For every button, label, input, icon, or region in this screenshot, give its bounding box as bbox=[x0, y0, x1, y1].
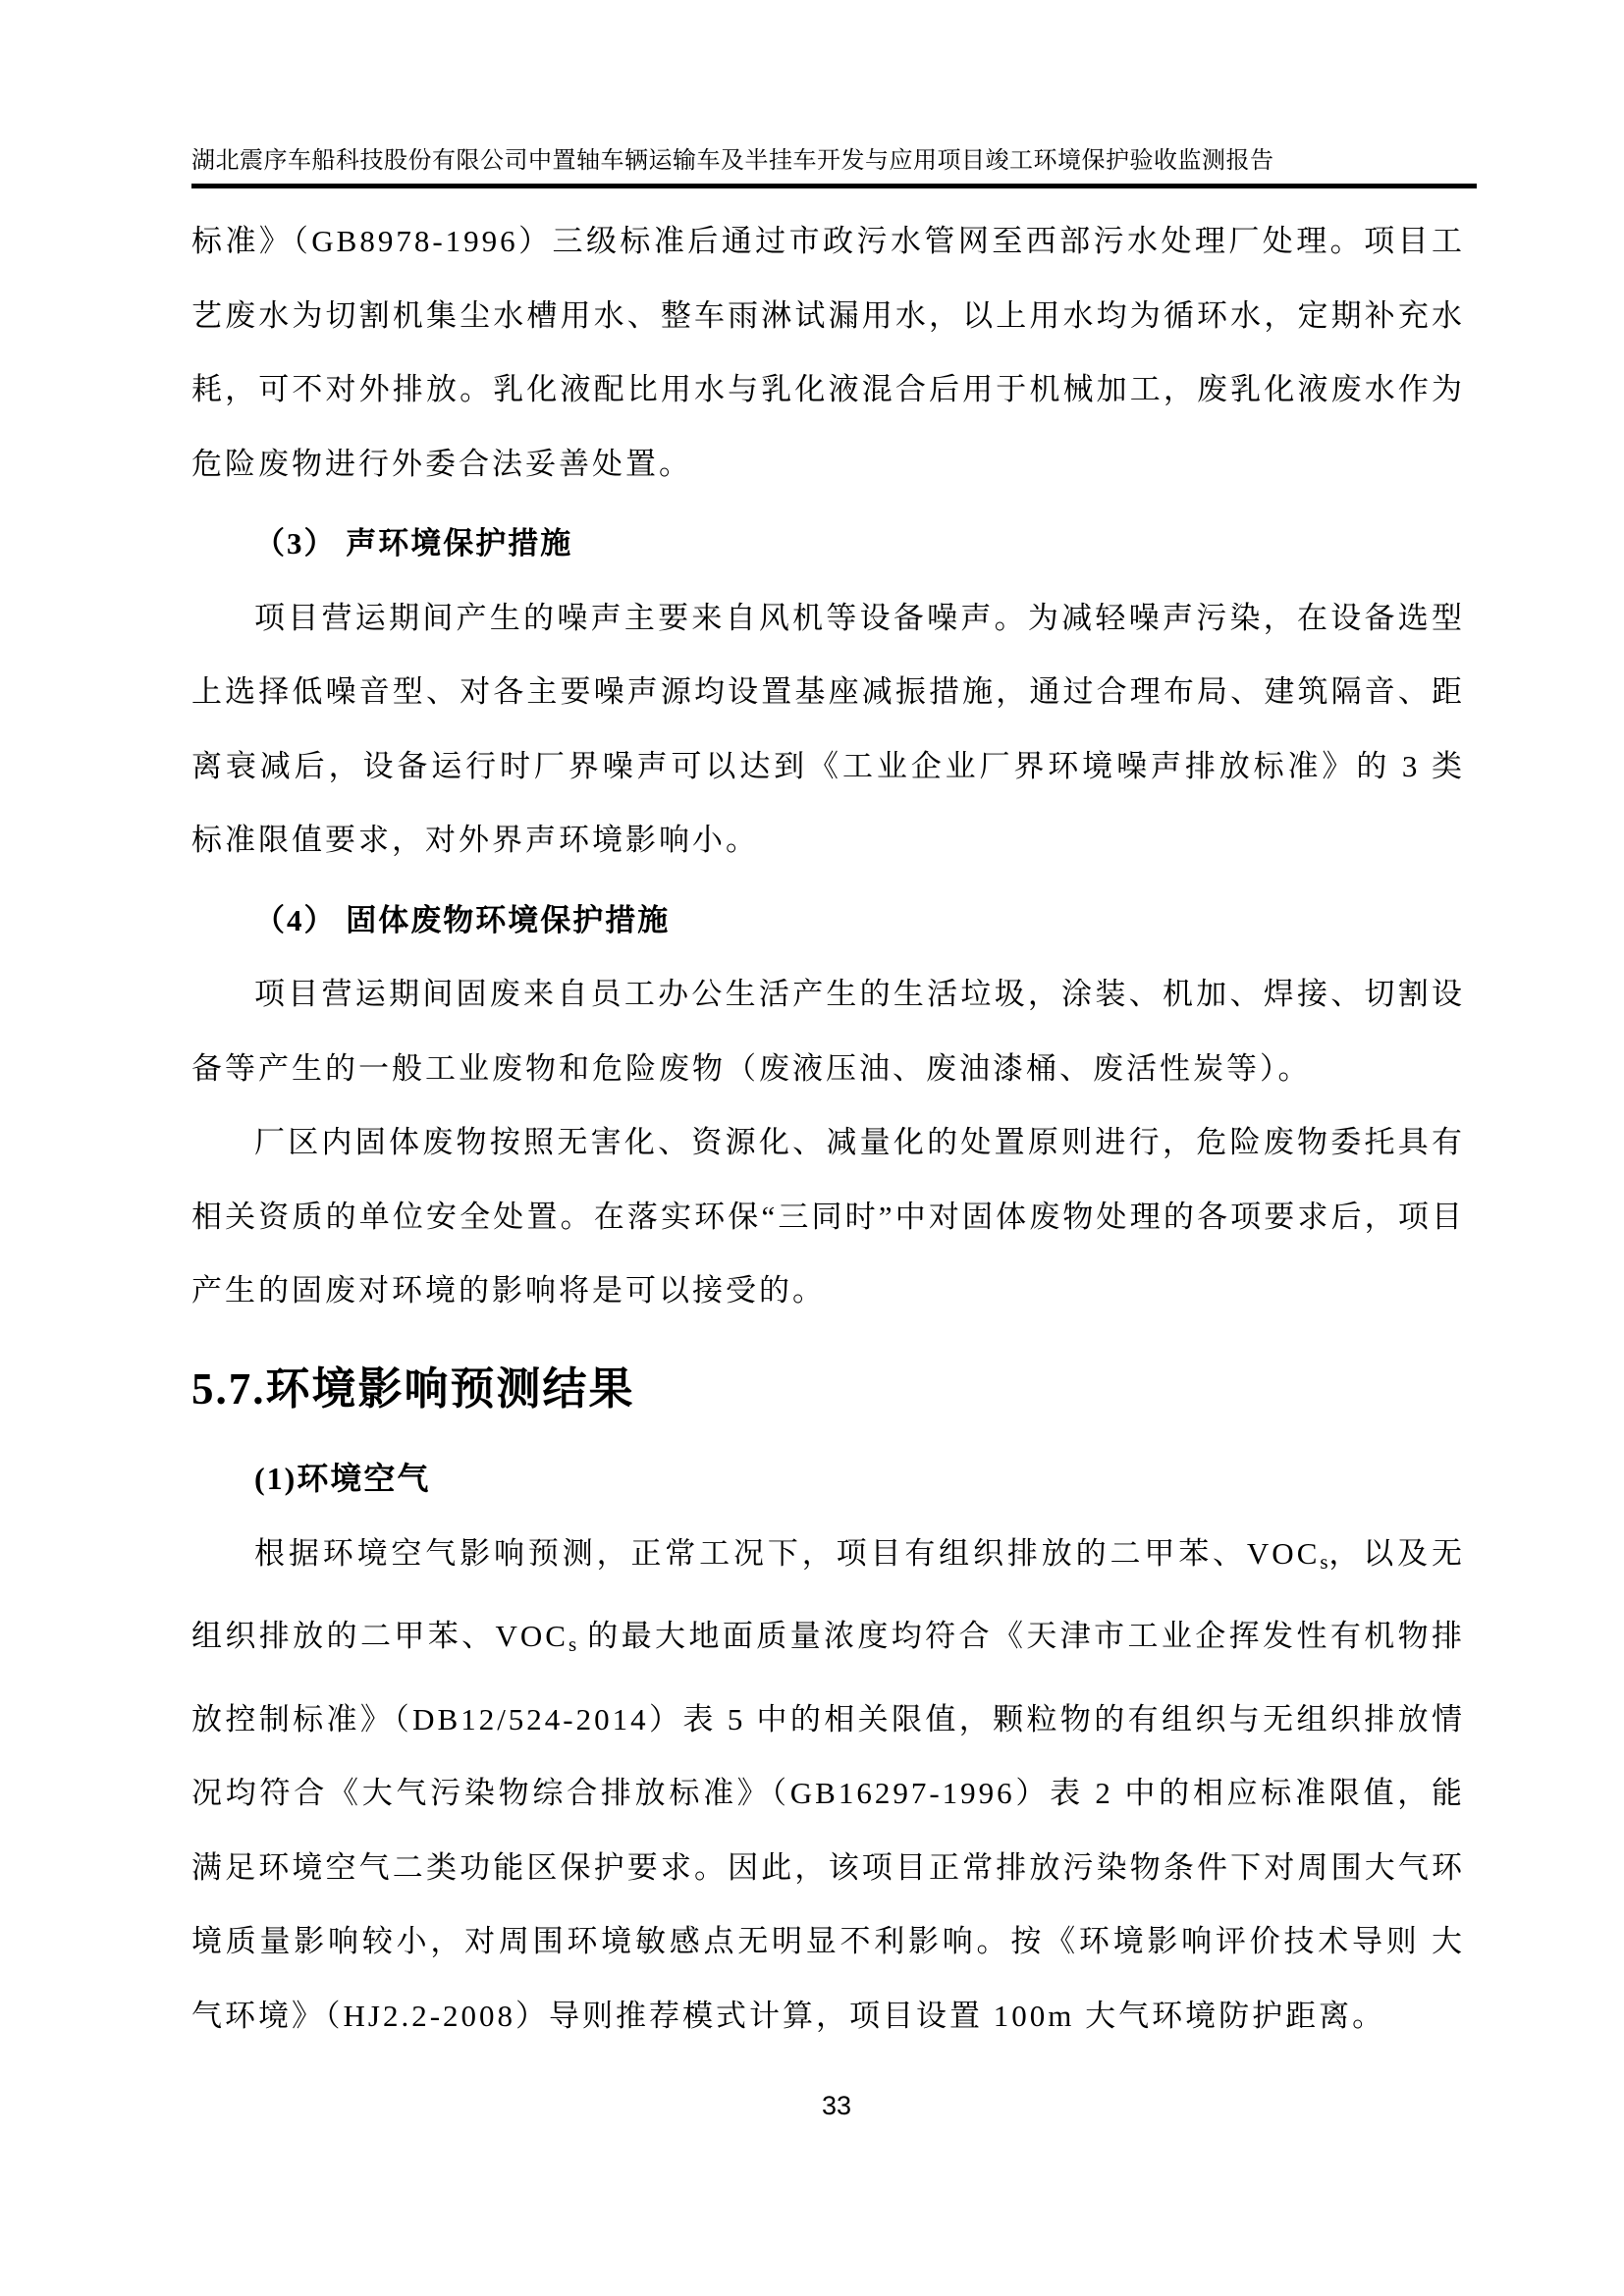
paragraph bbox=[191, 1517, 1465, 2054]
document-body bbox=[0, 188, 1624, 2053]
text-run: ，以及无组织排放的二甲苯、VOC bbox=[191, 1535, 1465, 1653]
page-footer bbox=[0, 2091, 1624, 2121]
text-run: （4） 固体废物环境保护措施 bbox=[254, 902, 671, 937]
text-run: 5.7.环境影响预测结果 bbox=[191, 1363, 635, 1414]
text-run: 标准》（GB8978-1996）三级标准后通过市政污水管网至西部污水处理厂处理。项目工艺废水为切割机集尘水槽用水、整车雨淋试漏用水，以上用水均为循环水，定期补充水耗，可不对外排放。乳化液配比用水与乳化液混合后用于机械加工，废乳化液废水作为危险废物进行外委合法妥善处置。 bbox=[191, 224, 1465, 481]
subscript-text: s bbox=[1320, 1549, 1328, 1574]
section-heading bbox=[191, 1344, 1465, 1434]
page-number: 33 bbox=[821, 2091, 852, 2120]
text-run: 项目营运期间固废来自员工办公生活产生的生活垃圾，涂装、机加、焊接、切割设备等产生的一般工业废物和危险废物（废液压油、废油漆桶、废活性炭等）。 bbox=[191, 977, 1465, 1086]
text-run: 的最大地面质量浓度均符合《天津市工业企挥发性有机物排放控制标准》（DB12/524-2014）表 5 中的相关限值，颗粒物的有组织与无组织排放情况均符合《大气污染物综合排放标准》（GB16297-1996）表 2 中的相应标准限值，能满足环境空气二类功能区保护要求。因此，该项目正常排放污染物条件下对周围大气环境质量影响较小，对周围环境敏感点无明显不利影响。按《环境影响评价技术导则 大气环境》（HJ2.2-2008）导则推荐模式计算，项目设置 100m 大气环境防护距离。 bbox=[191, 1619, 1465, 2033]
paragraph bbox=[191, 957, 1465, 1105]
text-run: 根据环境空气影响预测，正常工况下，项目有组织排放的二甲苯、VOC bbox=[254, 1535, 1321, 1571]
paragraph bbox=[191, 581, 1465, 878]
page-header bbox=[191, 0, 1477, 188]
text-run: 厂区内固体废物按照无害化、资源化、减量化的处置原则进行，危险废物委托具有相关资质的单位安全处置。在落实环保“三同时”中对固体废物处理的各项要求后，项目产生的固废对环境的影响将是可以接受的。 bbox=[191, 1125, 1465, 1308]
text-run: （3） 声环境保护措施 bbox=[254, 526, 573, 561]
text-run: 项目营运期间产生的噪声主要来自风机等设备噪声。为减轻噪声污染，在设备选型上选择低噪音型、对各主要噪声源均设置基座减振措施，通过合理布局、建筑隔音、距离衰减后，设备运行时厂界噪声可以达到《工业企业厂界环境噪声排放标准》的 3 类标准限值要求，对外界声环境影响小。 bbox=[191, 600, 1465, 857]
subsection-heading bbox=[191, 507, 1465, 581]
subsection-heading bbox=[191, 883, 1465, 958]
header-title: 湖北震序车船科技股份有限公司中置轴车辆运输车及半挂车开发与应用项目竣工环境保护验收监测报告 bbox=[191, 148, 1274, 174]
subscript-text: s bbox=[568, 1632, 577, 1656]
paragraph bbox=[191, 204, 1465, 501]
text-run: (1)环境空气 bbox=[254, 1460, 431, 1496]
paragraph bbox=[191, 1105, 1465, 1328]
subsection-heading bbox=[191, 1440, 1465, 1517]
